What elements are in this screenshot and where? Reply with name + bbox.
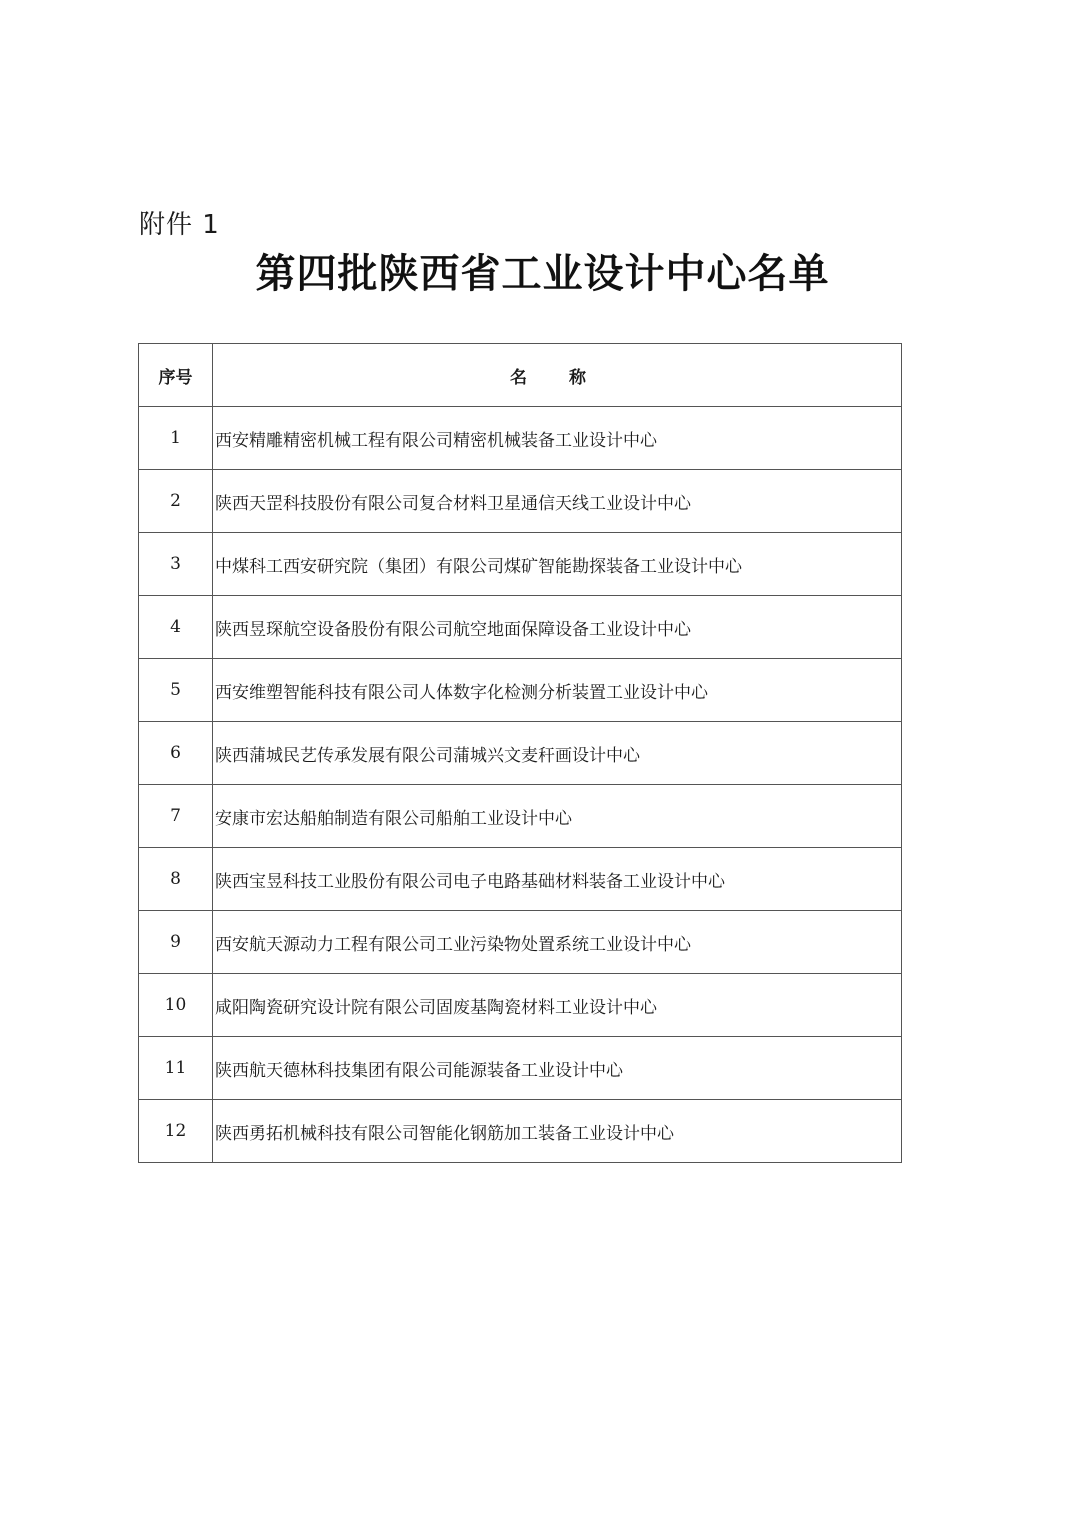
table-row xyxy=(139,785,902,848)
table-row xyxy=(139,407,902,470)
table-row xyxy=(139,596,902,659)
row-number: 2 xyxy=(139,470,213,533)
row-number: 10 xyxy=(139,974,213,1037)
row-name: 中煤科工西安研究院（集团）有限公司煤矿智能勘探装备工业设计中心 xyxy=(213,533,902,596)
row-name: 陕西宝昱科技工业股份有限公司电子电路基础材料装备工业设计中心 xyxy=(213,848,902,911)
row-name: 陕西勇拓机械科技有限公司智能化钢筋加工装备工业设计中心 xyxy=(213,1100,902,1163)
row-name: 西安航天源动力工程有限公司工业污染物处置系统工业设计中心 xyxy=(213,911,902,974)
row-number: 3 xyxy=(139,533,213,596)
table-row xyxy=(139,848,902,911)
row-name: 安康市宏达船舶制造有限公司船舶工业设计中心 xyxy=(213,785,902,848)
row-number: 12 xyxy=(139,1100,213,1163)
header-name: 名 称 xyxy=(213,344,902,407)
table-row xyxy=(139,659,902,722)
row-name: 咸阳陶瓷研究设计院有限公司固废基陶瓷材料工业设计中心 xyxy=(213,974,902,1037)
row-name: 陕西昱琛航空设备股份有限公司航空地面保障设备工业设计中心 xyxy=(213,596,902,659)
row-name: 陕西航天德林科技集团有限公司能源装备工业设计中心 xyxy=(213,1037,902,1100)
row-name: 陕西天罡科技股份有限公司复合材料卫星通信天线工业设计中心 xyxy=(213,470,902,533)
document-title: 第四批陕西省工业设计中心名单 xyxy=(255,250,830,297)
row-name: 西安维塑智能科技有限公司人体数字化检测分析装置工业设计中心 xyxy=(213,659,902,722)
header-serial-number: 序号 xyxy=(139,344,213,407)
attachment-label: 附件 1 xyxy=(139,210,220,240)
table-row xyxy=(139,533,902,596)
design-center-table xyxy=(138,343,902,1163)
table-row xyxy=(139,722,902,785)
row-number: 4 xyxy=(139,596,213,659)
row-number: 5 xyxy=(139,659,213,722)
row-number: 6 xyxy=(139,722,213,785)
row-name: 陕西蒲城民艺传承发展有限公司蒲城兴文麦秆画设计中心 xyxy=(213,722,902,785)
table-row xyxy=(139,1100,902,1163)
row-number: 11 xyxy=(139,1037,213,1100)
row-number: 8 xyxy=(139,848,213,911)
table-row xyxy=(139,1037,902,1100)
table-header-row xyxy=(139,344,902,407)
row-number: 7 xyxy=(139,785,213,848)
row-number: 9 xyxy=(139,911,213,974)
row-name: 西安精雕精密机械工程有限公司精密机械装备工业设计中心 xyxy=(213,407,902,470)
table-row xyxy=(139,974,902,1037)
row-number: 1 xyxy=(139,407,213,470)
table-row xyxy=(139,470,902,533)
table-row xyxy=(139,911,902,974)
